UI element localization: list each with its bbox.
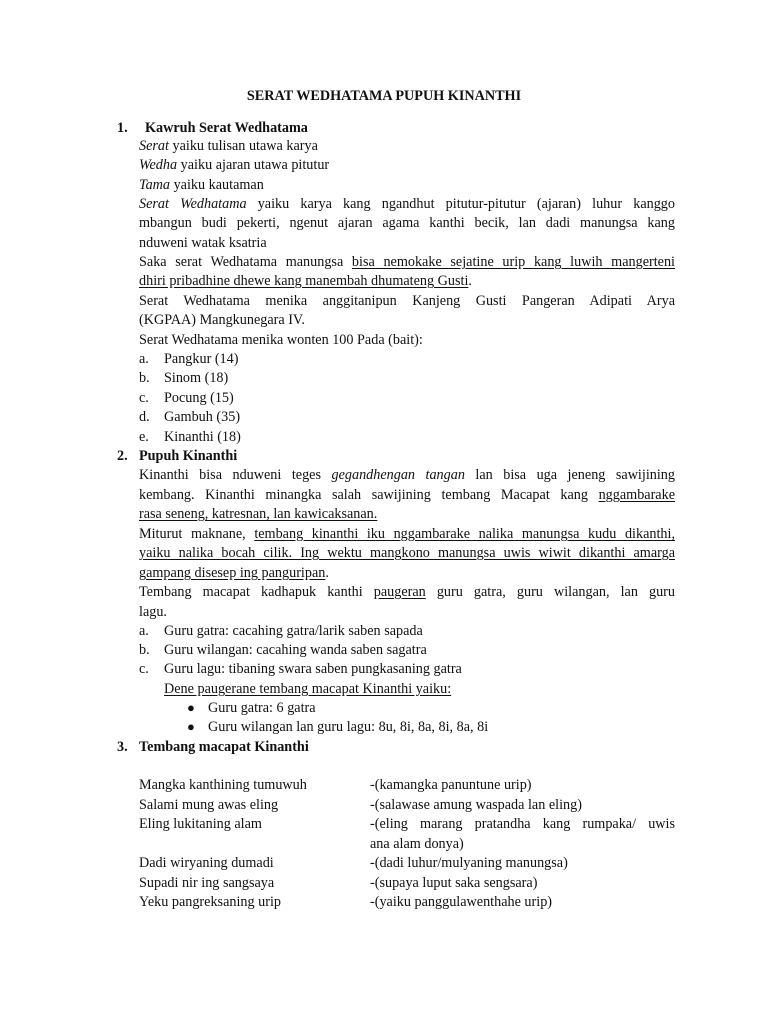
list-text: Guru wilangan: cacahing wanda saben sagatra <box>164 642 427 658</box>
definition-tama <box>139 176 264 195</box>
definition-serat <box>139 137 318 156</box>
paragraph-line <box>139 195 675 214</box>
section-2-heading: Pupuh Kinanthi <box>139 448 238 464</box>
bullet-item: Guru wilangan lan guru lagu: 8u, 8i, 8a, 8i, 8a, 8i <box>208 719 489 735</box>
definition-wedha <box>139 156 329 175</box>
list-text: Pangkur (14) <box>164 351 239 367</box>
bullet-icon: ● <box>187 719 195 734</box>
paragraph-line: nduweni watak ksatria <box>139 235 267 251</box>
list-letter: e. <box>139 429 149 445</box>
underlined-text: gampang disesep ing panguripan <box>139 565 326 581</box>
verse-meaning: -(supaya luput saka sengsara) <box>370 875 538 891</box>
paragraph-line <box>139 505 377 524</box>
paragraph-text: . <box>468 273 472 289</box>
paragraph-text: . <box>325 565 329 581</box>
verse-meaning: -(kamangka panuntune urip) <box>370 777 532 793</box>
paragraph-text: Tembang macapat kadhapuk kanthi <box>139 584 374 600</box>
verse-line: Yeku pangreksaning urip <box>139 894 281 910</box>
list-text: Kinanthi (18) <box>164 429 241 445</box>
paragraph-line <box>139 564 329 583</box>
list-letter: b. <box>139 642 150 658</box>
list-text: Gambuh (35) <box>164 409 241 425</box>
list-text: Pocung (15) <box>164 390 234 406</box>
paragraph-line <box>139 253 675 272</box>
underlined-text: dhiri pribadhine dhewe kang manembah dhumateng Gusti <box>139 273 469 289</box>
underlined-text: paugeran <box>373 584 426 600</box>
list-letter: d. <box>139 409 150 425</box>
list-text: Sinom (18) <box>164 370 229 386</box>
bullet-item: Guru gatra: 6 gatra <box>208 700 316 716</box>
verse-line: Dadi wiryaning dumadi <box>139 855 274 871</box>
underlined-text: bisa nemokake sejatine urip kang luwih mangerteni <box>351 254 675 270</box>
list-letter: b. <box>139 370 150 386</box>
paragraph-line <box>139 466 675 485</box>
underlined-text: Dene paugerane tembang macapat Kinanthi yaiku: <box>164 681 452 697</box>
underlined-text: yaiku nalika bocah cilik. Ing wektu mangkono manungsa uwis wiwit dikanthi amarga <box>139 545 675 561</box>
verse-line: Salami mung awas eling <box>139 797 279 813</box>
paragraph-line <box>139 544 675 563</box>
list-letter: a. <box>139 623 149 639</box>
verse-meaning: -(yaiku panggulawenthahe urip) <box>370 894 553 910</box>
paragraph-text: Miturut maknane, <box>139 526 255 542</box>
verse-meaning: -(salawase amung waspada lan eling) <box>370 797 582 813</box>
list-item <box>139 389 234 408</box>
paragraph-line: Serat Wedhatama menika wonten 100 Pada (bait): <box>139 332 423 348</box>
underlined-text: nggambarake <box>598 487 675 503</box>
section-3-number: 3. <box>117 739 128 755</box>
paragraph-line <box>139 486 675 505</box>
list-letter: a. <box>139 351 149 367</box>
paragraph-text: lan bisa uga jeneng sawijining <box>464 467 675 483</box>
verse-line: Eling lukitaning alam <box>139 816 262 832</box>
verse-line: Mangka kanthining tumuwuh <box>139 777 307 793</box>
verse-meaning: -(dadi luhur/mulyaning manungsa) <box>370 855 568 871</box>
underlined-text: rasa seneng, katresnan, lan kawicaksanan. <box>139 506 378 522</box>
underlined-text: tembang kinanthi iku nggambarake nalika manungsa kudu dikanthi, <box>254 526 675 542</box>
term-wedha: Wedha <box>139 157 178 173</box>
section-2-number: 2. <box>117 448 128 464</box>
list-item <box>139 660 462 679</box>
rule-title <box>164 680 451 699</box>
list-item <box>139 369 229 388</box>
section-3-heading: Tembang macapat Kinanthi <box>139 739 309 755</box>
list-text: Guru gatra: cacahing gatra/larik saben sapada <box>164 623 423 639</box>
paragraph-text: Kinanthi bisa nduweni teges <box>139 467 332 483</box>
list-item <box>139 641 427 660</box>
paragraph-line <box>139 525 675 544</box>
paragraph-line: lagu. <box>139 604 167 620</box>
list-item <box>139 350 239 369</box>
list-letter: c. <box>139 390 149 406</box>
verse-line: Supadi nir ing sangsaya <box>139 875 275 891</box>
paragraph-line: mbangun budi pekerti, ngenut ajaran agama kanthi becik, lan dadi manungsa kang <box>139 215 675 231</box>
paragraph-text: kembang. Kinanthi minangka salah sawijining tembang Macapat kang <box>139 487 599 503</box>
verse-meaning: -(eling marang pratandha kang rumpaka/ uwis <box>370 816 675 832</box>
definition-text: yaiku tulisan utawa karya <box>168 138 318 154</box>
section-1-heading: Kawruh Serat Wedhatama <box>145 120 308 136</box>
paragraph-line: (KGPAA) Mangkunegara IV. <box>139 312 305 328</box>
definition-text: yaiku kautaman <box>170 177 264 193</box>
section-1-number: 1. <box>117 120 128 136</box>
term-tama: Tama <box>139 177 171 193</box>
definition-text: yaiku ajaran utawa pitutur <box>177 157 330 173</box>
italic-term: gegandhengan tangan <box>331 467 465 483</box>
paragraph-line: Serat Wedhatama menika anggitanipun Kanjeng Gusti Pangeran Adipati Arya <box>139 293 675 309</box>
paragraph-text: yaiku karya kang ngandhut pitutur-pitutur (ajaran) luhur kanggo <box>246 196 675 212</box>
paragraph-line <box>139 272 472 291</box>
list-item <box>139 428 241 447</box>
verse-meaning-continued: ana alam donya) <box>370 836 464 852</box>
list-item <box>139 408 241 427</box>
paragraph-text: Saka serat Wedhatama manungsa <box>139 254 352 270</box>
paragraph-text: guru gatra, guru wilangan, lan guru <box>425 584 675 600</box>
term-serat-wedhatama: Serat Wedhatama <box>139 196 247 212</box>
list-text: Guru lagu: tibaning swara saben pungkasaning gatra <box>164 661 462 677</box>
term-serat: Serat <box>139 138 169 154</box>
list-letter: c. <box>139 661 149 677</box>
document-title: SERAT WEDHATAMA PUPUH KINANTHI <box>246 88 522 104</box>
bullet-icon: ● <box>187 700 195 715</box>
list-item <box>139 622 423 641</box>
paragraph-line <box>139 583 675 602</box>
